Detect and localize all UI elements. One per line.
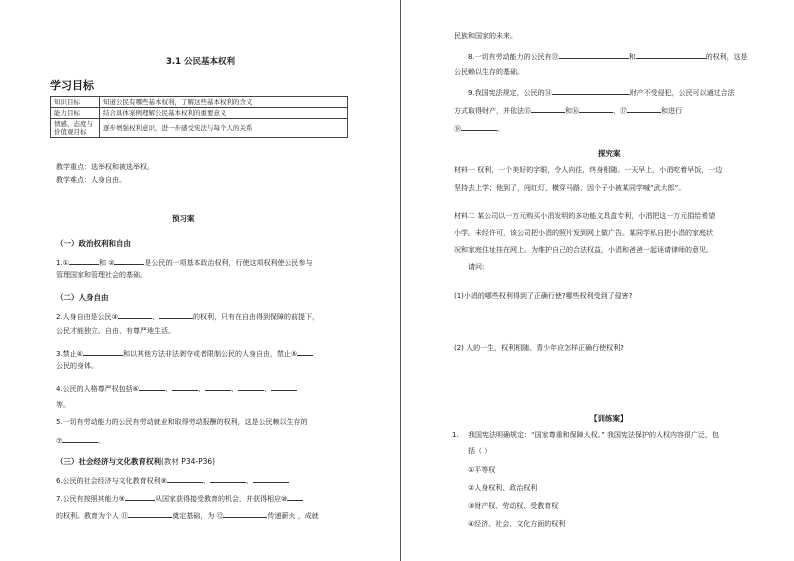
question-7 — [56, 493, 303, 504]
q3-text: 3.禁止④ — [56, 350, 83, 358]
answer-blank[interactable] — [287, 493, 303, 501]
answer-blank[interactable] — [579, 105, 613, 113]
table-row — [51, 108, 348, 119]
q2-text: 2.人身自由是公民③ — [56, 313, 118, 321]
q2-text: 的权利，只有在自由得到保障的前提下， — [192, 313, 319, 321]
q9-text: 9.我国宪法规定，公民的⑭ — [468, 89, 552, 97]
answer-blank[interactable] — [238, 383, 264, 391]
answer-blank[interactable] — [159, 311, 193, 319]
answer-blank[interactable] — [69, 257, 99, 265]
q8-text: 8.一切有劳动能力的公民有⑬ — [468, 53, 559, 61]
option-3: ③财产权、劳动权、受教育权 — [468, 502, 559, 510]
answer-blank[interactable] — [62, 435, 98, 443]
question-8-cont: 公民赖以生存的基础。 — [454, 68, 524, 76]
answer-blank[interactable] — [172, 383, 198, 391]
goal-value: 知道公民有哪些基本权利，了解这些基本权利的含义 — [100, 97, 348, 108]
exercise-1-stem: 我国宪法明确规定：“国家尊重和保障人权。” 我国宪法保护的人权内容很广泛，包 — [468, 431, 719, 439]
q5-text: 。 — [98, 437, 106, 445]
inquiry-question-1: (1)小涓的哪些权利得到了正确行使?哪些权利受到了侵害? — [454, 292, 633, 300]
option-2: ②人身权利、政治权利 — [468, 484, 538, 492]
exercise-1-stem-cont: 括（ ） — [468, 447, 492, 455]
section-political-rights: （一）政治权利和自由 — [56, 239, 131, 248]
section-socioeconomic-rights — [56, 457, 215, 466]
answer-blank[interactable] — [636, 51, 706, 59]
question-8 — [468, 51, 748, 62]
teaching-difficulty: 教学难点：人身自由。 — [56, 176, 126, 184]
q7-text: 7.公民有按照其能力⑨ — [56, 495, 125, 503]
material-2-line-4: 请问: — [468, 263, 485, 271]
question-4-cont: 等。 — [56, 401, 70, 409]
answer-blank[interactable] — [627, 105, 661, 113]
answer-blank[interactable] — [83, 348, 123, 356]
question-4: 4.公民的人格尊严权包括⑥ 、 、 、 、 — [56, 383, 297, 394]
section-title: （三）社会经济与文化教育权利 — [56, 457, 161, 466]
section-ref: (教材 P34-P36) — [161, 457, 216, 466]
goal-key: 知识目标 — [51, 97, 100, 108]
answer-blank[interactable] — [125, 493, 155, 501]
answer-blank[interactable] — [128, 510, 172, 518]
question-3-cont: 公民的身体。 — [56, 362, 98, 370]
q5-text: ⑦ — [56, 437, 63, 445]
goal-value: 逐步增强权利意识，进一步感受宪法与每个人的关系 — [100, 119, 348, 138]
q9-text: 和⑯ — [565, 107, 579, 115]
answer-blank[interactable] — [139, 383, 165, 391]
question-2: 2.人身自由是公民③ 、 的权利，只有在自由得到保障的前提下， — [56, 313, 319, 321]
q1-text: 是公民的一项基本政治权利，行使这项权利使公民参与 — [144, 259, 313, 267]
table-row — [51, 97, 348, 108]
material-2-line-1: 材料二 某公司以一万元购买小涓发明的多功能文具盒专利，小涓把这一万元捐给希望 — [454, 212, 716, 220]
q9-text: 和进行 — [661, 107, 682, 115]
goals-table — [50, 96, 348, 138]
question-2-cont: 公民才能独立、自由、有尊严地生活。 — [56, 327, 175, 335]
section-personal-freedom: （二）人身自由 — [56, 293, 109, 302]
answer-blank[interactable] — [114, 257, 144, 265]
material-1-line-1: 材料一 权利，一个美好的字眼，令人向往，终身相随。一天早上，小涓吃着早饭，一边 — [454, 166, 723, 174]
q8-text: 和 — [628, 53, 636, 61]
q7-text: 传递薪火 ，成就 — [267, 512, 319, 520]
goal-key: 情感、态度与价值观目标 — [51, 119, 100, 138]
inquiry-question-2: (2) 人的一生，权利相随。青少年应怎样正确行使权利? — [454, 344, 624, 352]
answer-blank[interactable] — [223, 510, 267, 518]
answer-blank[interactable] — [118, 311, 152, 319]
material-1-line-2: 坚持去上学；他到了，闯红灯，横穿马路，因个子小被某同学喊“武大郎”。 — [454, 184, 686, 192]
paragraph-continuation: 民族和国家的未来。 — [454, 32, 517, 40]
question-6: 6.公民的社会经济与文化教育权利⑧ 、 、 — [56, 475, 289, 486]
question-5-cont — [56, 435, 105, 446]
q4-text: 4.公民的人格尊严权包括⑥ — [56, 385, 139, 393]
answer-blank[interactable] — [210, 475, 246, 483]
answer-blank[interactable] — [167, 475, 203, 483]
q7-text: 奠定基础，为 ⑫ — [172, 512, 224, 520]
option-1: ①平等权 — [468, 466, 496, 474]
question-9-cont — [454, 105, 682, 116]
q3-text: 和以其他方法非法剥夺或者限制公民的人身自由，禁止⑤ — [122, 350, 298, 358]
question-3 — [56, 348, 313, 359]
exercise-1-number: 1. — [452, 431, 459, 439]
q6-text: 6.公民的社会经济与文化教育权利⑧ — [56, 477, 167, 485]
question-5: 5.一切有劳动能力的公民有劳动就业和取得劳动报酬的权利，这是公民赖以生存的 — [56, 418, 308, 426]
question-1-cont: 管理国家和管理社会的基础。 — [56, 271, 147, 279]
q8-text: 的权利，这是 — [705, 53, 748, 61]
question-1 — [56, 257, 312, 268]
material-2-line-3: 况和家庭住址挂在网上。为维护自己的合法权益，小涓和爸爸一起诬请律师的意见。 — [454, 246, 713, 254]
answer-blank[interactable] — [461, 123, 497, 131]
option-4: ④经济、社会、文化方面的权利 — [468, 520, 566, 528]
training-heading: 【训练案】 — [590, 414, 628, 423]
answer-blank[interactable] — [297, 348, 313, 356]
material-2-line-2: 小学。未经许可，该公司把小涓的照片发到网上做广告。某同学私自把小涓的家庭状 — [454, 229, 713, 237]
q9-text: 财产不受侵犯，公民可以通过合法 — [629, 89, 735, 97]
column-divider — [400, 0, 401, 561]
answer-blank[interactable] — [531, 105, 565, 113]
answer-blank[interactable] — [253, 475, 289, 483]
teaching-focus: 教学重点：选举权和被选举权。 — [56, 163, 154, 171]
answer-blank[interactable] — [559, 51, 629, 59]
q7-text: 从国家获得接受教育的机会，并获得相应⑩ — [154, 495, 288, 503]
question-9-cont2 — [454, 123, 504, 134]
q7-text: 的权利。教育为个人 ⑪ — [56, 512, 129, 520]
answer-blank[interactable] — [205, 383, 231, 391]
answer-blank[interactable] — [552, 87, 630, 95]
goal-value: 结合具体案例理解公民基本权利的重要意义 — [100, 108, 348, 119]
q9-text: 、⑰ — [613, 107, 627, 115]
q9-text: 。 — [497, 125, 504, 133]
question-7-cont — [56, 510, 319, 521]
q1-text: 1.① — [56, 259, 69, 267]
page-title: 3.1 公民基本权利 — [166, 57, 236, 67]
q1-text: 和 ② — [98, 259, 115, 267]
preview-heading: 预习案 — [172, 214, 195, 223]
explore-heading: 探究案 — [598, 149, 621, 158]
learning-goals-heading: 学习目标 — [50, 79, 94, 92]
goal-key: 能力目标 — [51, 108, 100, 119]
q9-text: ⑱ — [454, 125, 461, 133]
question-9 — [468, 87, 735, 98]
answer-blank[interactable] — [271, 383, 297, 391]
q9-text: 方式取得财产，并依法⑮ — [454, 107, 531, 115]
table-row — [51, 119, 348, 138]
